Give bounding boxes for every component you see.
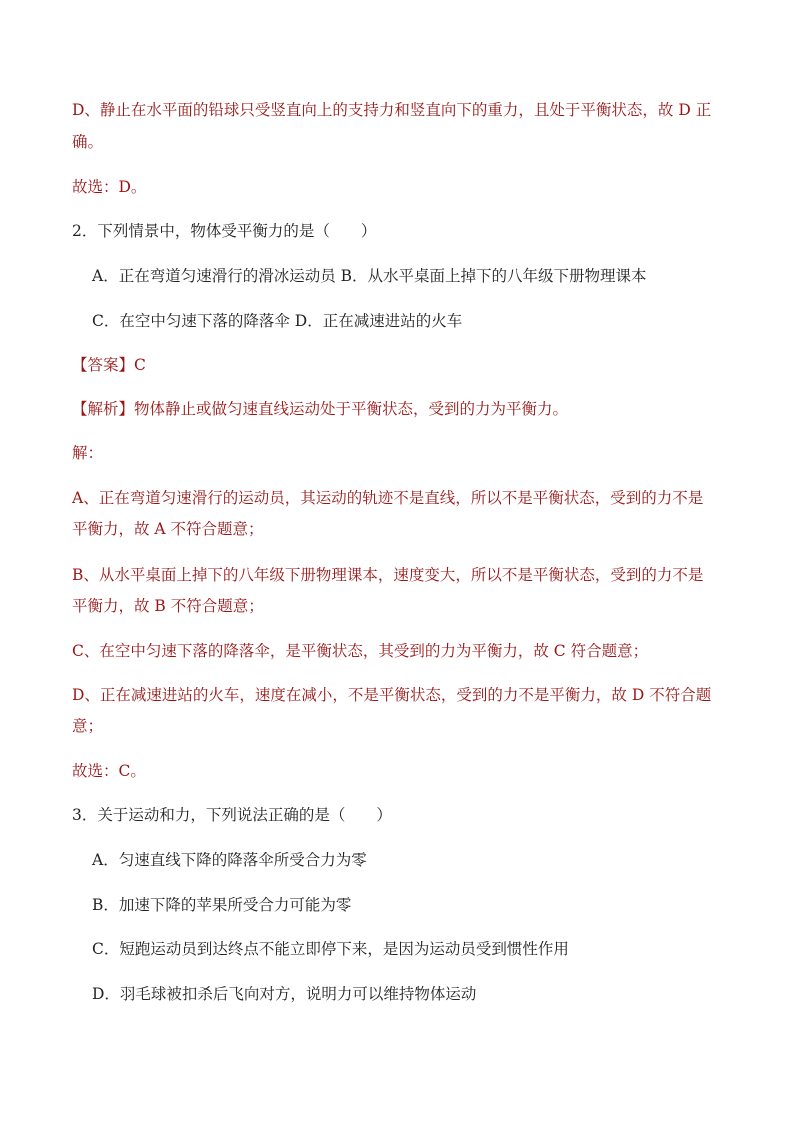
q2-answer: 【答案】C (72, 356, 146, 374)
q2-solution-label: 解： (72, 444, 104, 462)
q2-conclusion: 故选：C。 (72, 762, 146, 780)
q2-explain-a-cont: 平衡力，故 A 不符合题意； (72, 520, 264, 538)
q2-explain-b: B、从水平桌面上掉下的八年级下册物理课本，速度变大，所以不是平衡状态，受到的力不是 (72, 566, 704, 584)
q2-explain-d-cont: 意； (72, 717, 104, 735)
q2-stem: 2．下列情景中，物体受平衡力的是（ ） (72, 222, 377, 240)
prev-option-d-explanation-cont: 确。 (72, 133, 104, 151)
prev-conclusion: 故选：D。 (72, 178, 147, 196)
q2-analysis: 【解析】物体静止或做匀速直线运动处于平衡状态，受到的力为平衡力。 (72, 400, 569, 418)
q2-options-row2: C．在空中匀速下落的降落伞 D．正在减速进站的火车 (92, 312, 463, 330)
q3-option-a: A．匀速直线下降的降落伞所受合力为零 (92, 851, 367, 869)
q2-explain-d: D、正在减速进站的火车，速度在减小，不是平衡状态，受到的力不是平衡力，故 D 不符合题 (72, 686, 712, 704)
q2-explain-b-cont: 平衡力，故 B 不符合题意； (72, 597, 264, 615)
prev-option-d-explanation: D、静止在水平面的铅球只受竖直向上的支持力和竖直向下的重力，且处于平衡状态，故 D 正 (72, 101, 712, 119)
q3-stem: 3．关于运动和力，下列说法正确的是（ ） (72, 806, 392, 824)
q2-options-row1: A．正在弯道匀速滑行的滑冰运动员 B．从水平桌面上掉下的八年级下册物理课本 (92, 267, 647, 285)
q2-explain-c: C、在空中匀速下落的降落伞，是平衡状态，其受到的力为平衡力，故 C 符合题意； (72, 642, 649, 660)
q3-option-c: C．短跑运动员到达终点不能立即停下来，是因为运动员受到惯性作用 (92, 940, 569, 958)
q3-option-d: D．羽毛球被扣杀后飞向对方，说明力可以维持物体运动 (92, 985, 477, 1003)
q3-option-b: B．加速下降的苹果所受合力可能为零 (92, 896, 352, 914)
q2-explain-a: A、正在弯道匀速滑行的运动员，其运动的轨迹不是直线，所以不是平衡状态，受到的力不是 (72, 489, 704, 507)
